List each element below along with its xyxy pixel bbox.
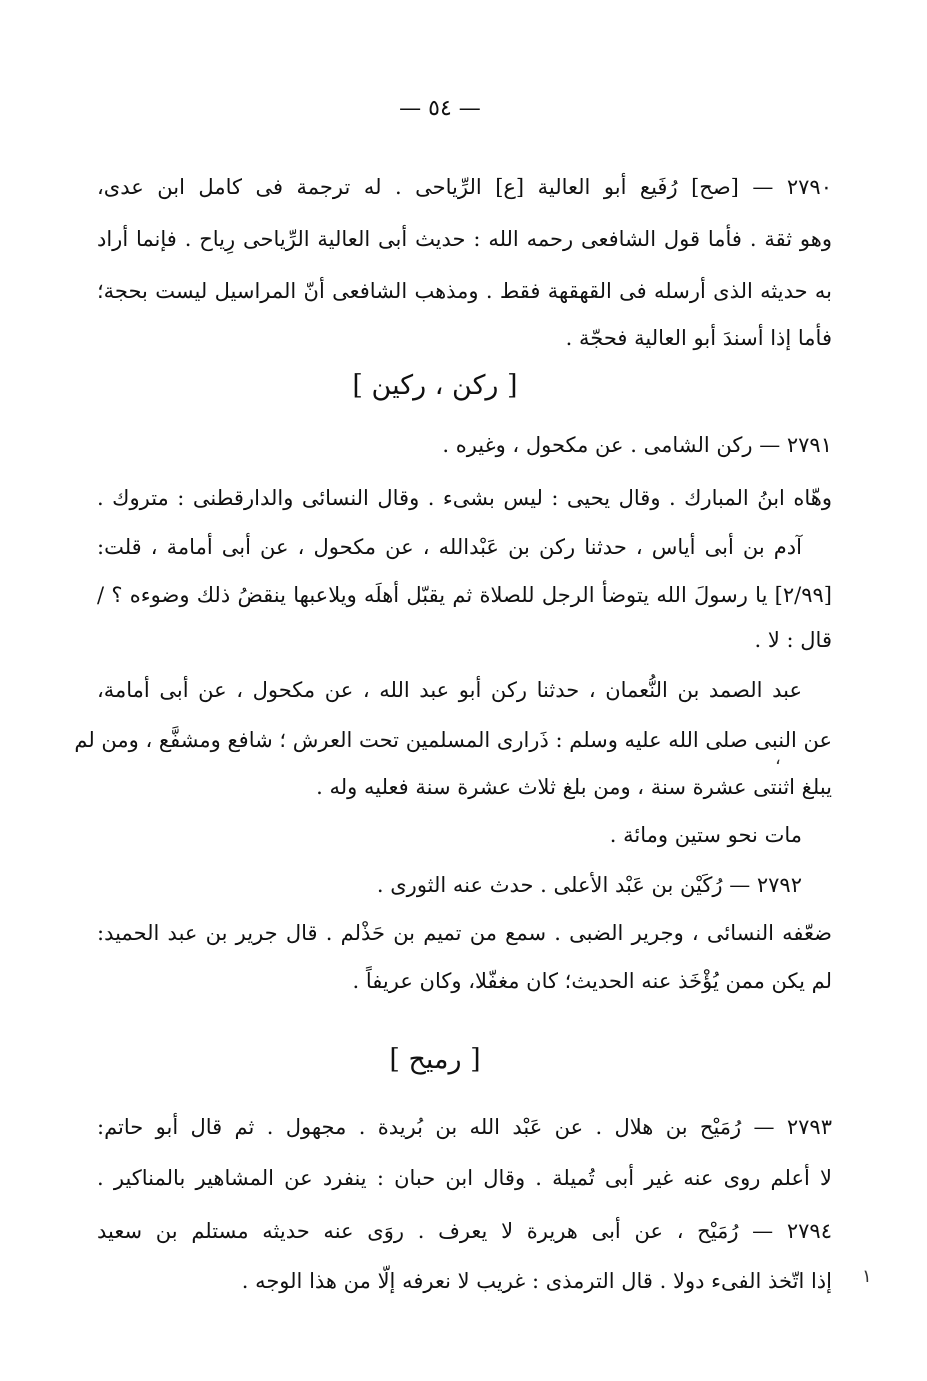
text-line-entry-2791: ٢٧٩١ — ركن الشامى . عن مكحول ، وغيره .	[442, 433, 832, 457]
text-line-entry-2794: ٢٧٩٤ — رُمَيْح ، عن أبى هريرة لا يعرف . روَى عنه حديثه مستلم بن سعيد	[97, 1219, 832, 1243]
text-line: لا أعلم روى عنه غير أبى تُميلة . وقال ابن حبان : ينفرد عن المشاهير بالمناكير .	[97, 1166, 832, 1190]
text-line: إذا اتّخذ الفىء دولا . قال الترمذى : غريب لا نعرفه إلّا من هذا الوجه .	[241, 1269, 832, 1293]
text-line: لم يكن ممن يُؤْخَذ عنه الحديث؛ كان مغفّلا، وكان عريفاً .	[352, 969, 832, 993]
text-line: عبد الصمد بن النُّعمان ، حدثنا ركن أبو عبد الله ، عن مكحول ، عن أبى أمامة،	[97, 678, 802, 702]
text-line: به حديثه الذى أرسله فى القهقهة فقط . ومذهب الشافعى أنّ المراسيل ليست بحجة؛	[97, 279, 832, 303]
margin-mark: ،	[775, 748, 781, 769]
text-line: عن النبى صلى الله عليه وسلم : ذَرارى المسلمين تحت العرش ؛ شافع ومشفَّع ، ومن لم	[74, 728, 832, 752]
text-line: وهو ثقة . فأما قول الشافعى رحمه الله : حديث أبى العالية الرِّياحى رِياح . فإنما أراد	[97, 227, 832, 251]
section-heading-rukn: [ ركن ، ركين ]	[352, 370, 518, 401]
text-line: مات نحو ستين ومائة .	[609, 823, 802, 847]
text-line-entry-2793: ٢٧٩٣ — رُمَيْح بن هلال . عن عَبْد الله بن بُريدة . مجهول . ثم قال أبو حاتم:	[97, 1115, 832, 1139]
text-line: وهّاه ابنُ المبارك . وقال يحيى : ليس بشىء . وقال النسائى والدارقطنى : متروك .	[97, 486, 832, 510]
text-line: يبلغ اثنتى عشرة سنة ، ومن بلغ ثلاث عشرة سنة فعليه وله .	[316, 775, 832, 799]
text-line: قال : لا .	[754, 628, 832, 652]
margin-mark: ١	[862, 1266, 872, 1287]
section-heading-rumayh: [ رميح ]	[389, 1044, 481, 1075]
text-line: [٢/٩٩] يا رسولَ الله يتوضأ الرجل للصلاة ثم يقبّل أهلَه ويلاعبها ينقضُ ذلك وضوءه ؟ /	[97, 583, 832, 607]
text-line-entry-2792: ٢٧٩٢ — رُكَيْن بن عَبْد الأعلى . حدث عنه الثورى .	[376, 873, 802, 897]
page-number: — ٥٤ —	[399, 96, 481, 121]
text-line-entry-2790: ٢٧٩٠ — [صح] رُفَيع أبو العالية [ع] الرِّياحى . له ترجمة فى كامل ابن عدى،	[97, 175, 832, 199]
text-line: ضعّفه النسائى ، وجرير الضبى . سمع من تميم بن حَذْلم . قال جرير بن عبد الحميد:	[97, 921, 832, 945]
text-line: فأما إذا أسندَ أبو العالية فحجّة .	[565, 326, 832, 350]
text-line: آدم بن أبى أياس ، حدثنا ركن بن عَبْدالله ، عن مكحول ، عن أبى أمامة ، قلت:	[97, 535, 802, 559]
